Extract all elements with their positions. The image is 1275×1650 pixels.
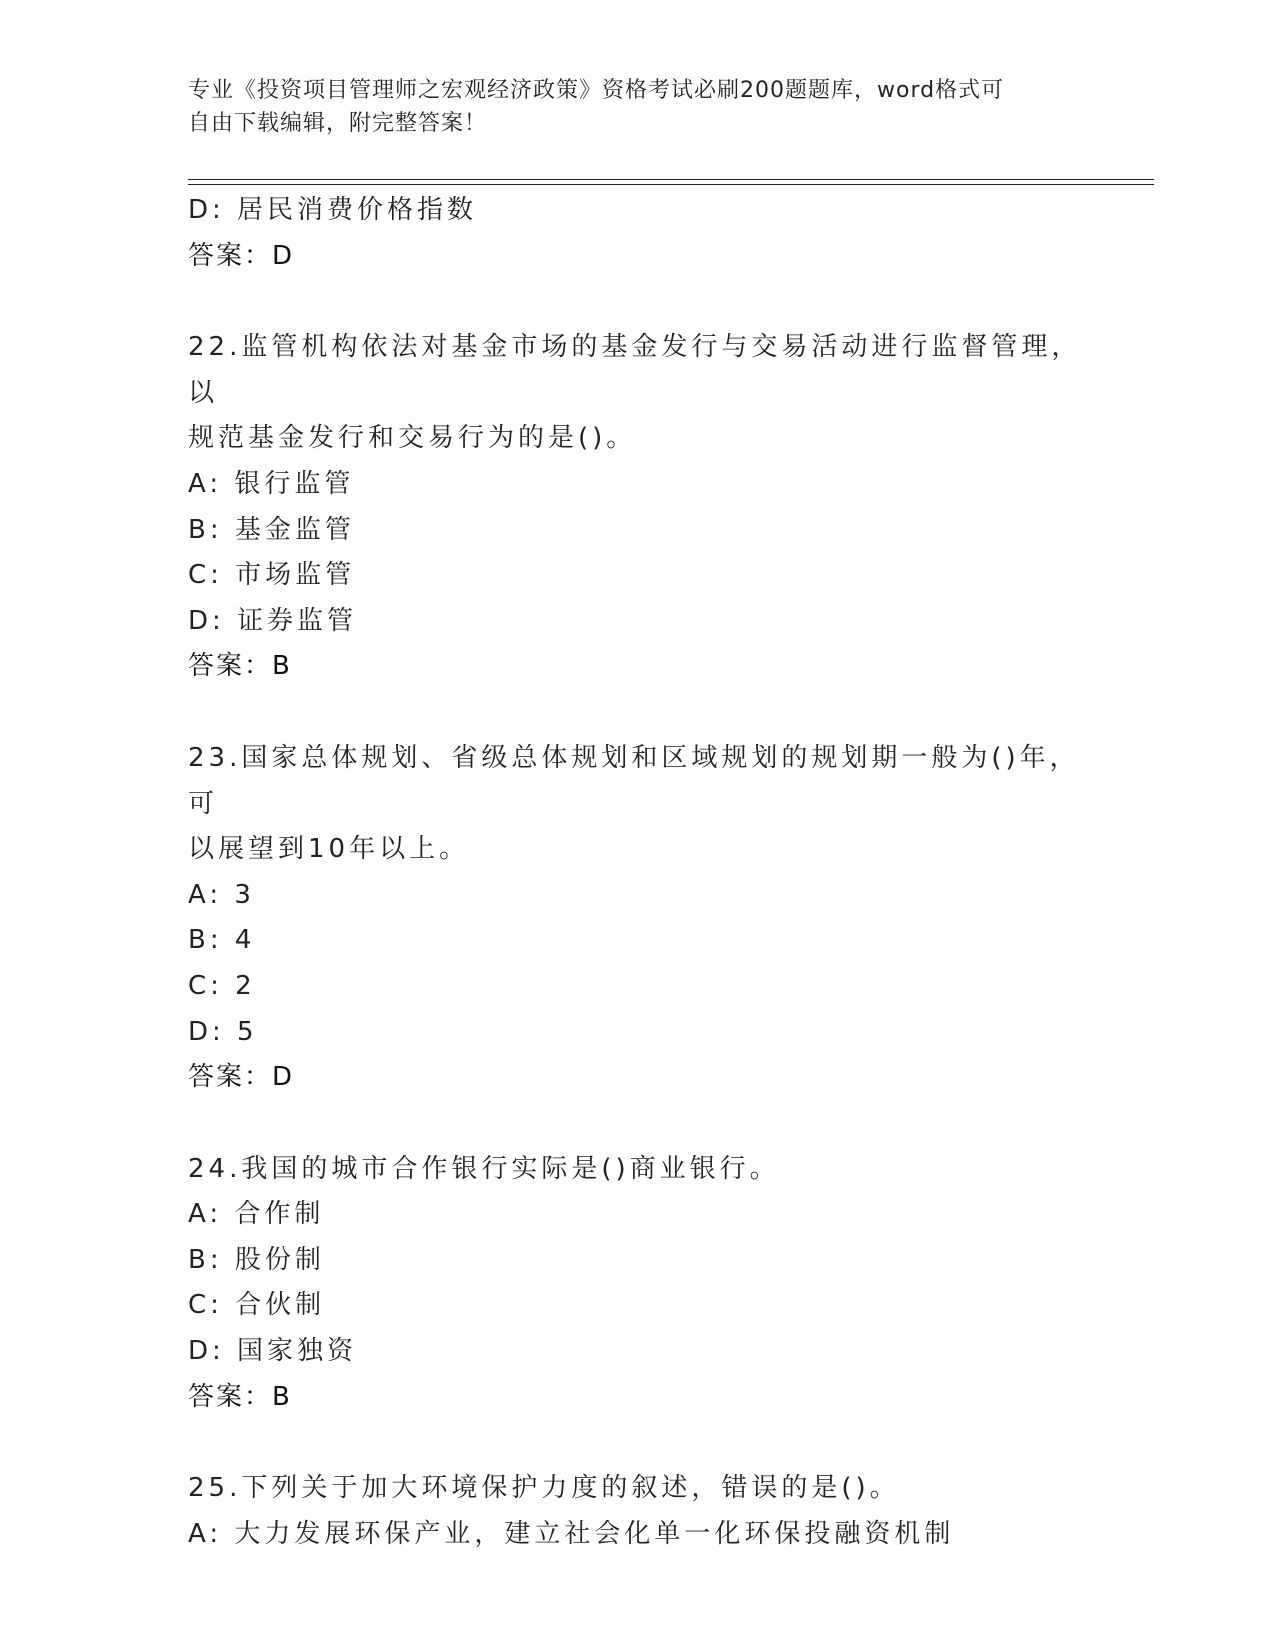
spacer: [188, 1420, 1088, 1466]
document-header: [188, 74, 1088, 140]
option-d: D: 5: [188, 1016, 258, 1047]
prev-option-d: D: 居民消费价格指数: [188, 195, 478, 225]
answer: 答案：B: [188, 651, 292, 682]
option-c: C: 合伙制: [188, 1290, 326, 1321]
spacer: [188, 1101, 1088, 1147]
option-d: D: 证券监管: [188, 605, 358, 636]
option-a: A: 3: [188, 879, 255, 910]
spacer: [188, 690, 1088, 736]
question-22: [188, 325, 1088, 690]
question-text-line: 以展望到10年以上。: [188, 834, 470, 865]
option-a: A: 大力发展环保产业，建立社会化单一化环保投融资机制: [188, 1518, 955, 1549]
option-a: A: 合作制: [188, 1199, 325, 1230]
question-text-line: 25.下列关于加大环境保护力度的叙述，错误的是()。: [188, 1473, 900, 1504]
question-23: [188, 736, 1088, 1101]
question-text-line: 22.监管机构依法对基金市场的基金发行与交易活动进行监督管理，以: [188, 332, 1082, 408]
question-text-line: 24.我国的城市合作银行实际是()商业银行。: [188, 1153, 780, 1184]
spacer: [188, 279, 1088, 325]
option-c: C: 市场监管: [188, 560, 356, 591]
answer: 答案：B: [188, 1381, 292, 1412]
question-text-line: 规范基金发行和交易行为的是()。: [188, 423, 637, 454]
header-line-1: 专业《投资项目管理师之宏观经济政策》资格考试必刷200题题库，word格式可: [188, 78, 1005, 103]
option-b: B: 4: [188, 925, 256, 956]
question-24: [188, 1147, 1088, 1421]
header-line-2: 自由下载编辑，附完整答案！: [188, 111, 488, 136]
prev-answer: 答案：D: [188, 240, 295, 271]
header-rule-bottom: [188, 184, 1154, 185]
option-a: A: 银行监管: [188, 468, 355, 499]
option-b: B: 基金监管: [188, 514, 355, 545]
header-rule-top: [188, 179, 1154, 180]
option-c: C: 2: [188, 970, 256, 1001]
question-25: [188, 1466, 1088, 1557]
question-content: [188, 188, 1088, 1557]
option-b: B: 股份制: [188, 1244, 325, 1275]
question-text-line: 23.国家总体规划、省级总体规划和区域规划的规划期一般为()年，可: [188, 742, 1080, 819]
option-d: D: 国家独资: [188, 1336, 358, 1367]
answer: 答案：D: [188, 1062, 295, 1093]
